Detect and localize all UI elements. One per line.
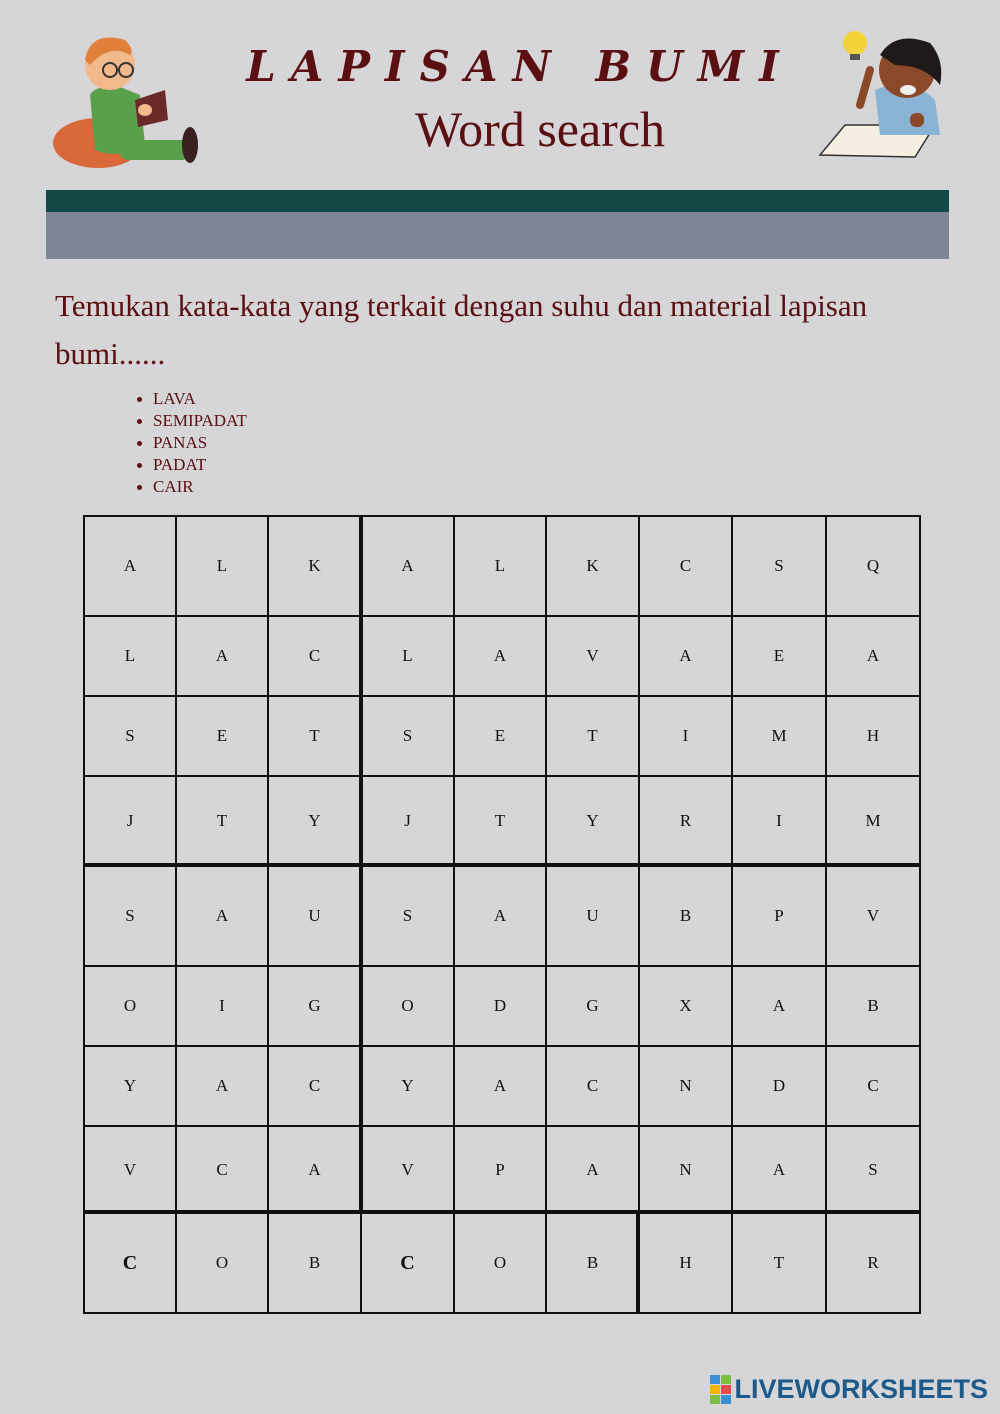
grid-cell[interactable]: A (175, 1045, 269, 1127)
header-band-grey (46, 212, 949, 259)
grid-block-divider (83, 863, 921, 867)
grid-cell[interactable]: U (267, 865, 362, 967)
grid-cell[interactable]: E (175, 695, 269, 777)
grid-cell[interactable]: T (453, 775, 547, 867)
grid-cell[interactable]: V (825, 865, 921, 967)
grid-cell[interactable]: C (825, 1045, 921, 1127)
grid-cell[interactable]: B (825, 965, 921, 1047)
grid-cell[interactable]: C (360, 1212, 455, 1314)
grid-cell[interactable]: X (638, 965, 733, 1047)
grid-cell[interactable]: M (825, 775, 921, 867)
word-list (135, 388, 247, 498)
liveworksheets-watermark (710, 1374, 988, 1404)
liveworksheets-logo-icon (710, 1375, 731, 1404)
grid-cell[interactable]: H (825, 695, 921, 777)
grid-cell[interactable]: C (267, 615, 362, 697)
grid-cell[interactable]: C (638, 515, 733, 617)
grid-cell[interactable]: L (83, 615, 177, 697)
grid-cell[interactable]: O (83, 965, 177, 1047)
grid-cell[interactable]: Y (360, 1045, 455, 1127)
grid-cell[interactable]: J (83, 775, 177, 867)
grid-cell[interactable]: A (83, 515, 177, 617)
grid-cell[interactable]: A (545, 1125, 640, 1214)
grid-cell[interactable]: E (731, 615, 827, 697)
grid-cell[interactable]: V (83, 1125, 177, 1214)
grid-cell[interactable]: U (545, 865, 640, 967)
header-band-dark (46, 190, 949, 212)
grid-cell[interactable]: H (638, 1212, 733, 1314)
grid-cell[interactable]: A (453, 865, 547, 967)
grid-cell[interactable]: S (360, 695, 455, 777)
grid-cell[interactable]: S (83, 695, 177, 777)
grid-cell[interactable]: T (731, 1212, 827, 1314)
grid-cell[interactable]: I (731, 775, 827, 867)
word-list-item: CAIR (135, 476, 247, 498)
grid-cell[interactable]: L (453, 515, 547, 617)
page-subtitle: Word search (414, 101, 666, 157)
grid-cell[interactable]: C (175, 1125, 269, 1214)
grid-cell[interactable]: O (175, 1212, 269, 1314)
boy-reading-illustration (50, 25, 205, 170)
grid-cell[interactable]: G (545, 965, 640, 1047)
grid-cell[interactable]: S (360, 865, 455, 967)
grid-cell[interactable]: Y (545, 775, 640, 867)
grid-cell[interactable]: R (638, 775, 733, 867)
grid-cell[interactable]: Y (267, 775, 362, 867)
grid-cell[interactable]: I (638, 695, 733, 777)
grid-cell[interactable]: K (267, 515, 362, 617)
watermark-text: LIVEWORKSHEETS (734, 1373, 988, 1404)
grid-cell[interactable]: B (638, 865, 733, 967)
grid-cell[interactable]: A (175, 865, 269, 967)
girl-lightbulb-illustration (815, 25, 955, 165)
grid-cell[interactable]: C (267, 1045, 362, 1127)
grid-cell[interactable]: O (453, 1212, 547, 1314)
word-search-grid (83, 515, 919, 1312)
grid-cell[interactable]: C (545, 1045, 640, 1127)
grid-cell[interactable]: A (825, 615, 921, 697)
grid-cell[interactable]: B (545, 1212, 640, 1314)
grid-cell[interactable]: V (360, 1125, 455, 1214)
grid-cell[interactable]: A (360, 515, 455, 617)
word-list-item: PADAT (135, 454, 247, 476)
grid-cell[interactable]: J (360, 775, 455, 867)
grid-cell[interactable]: N (638, 1045, 733, 1127)
word-list-item: SEMIPADAT (135, 410, 247, 432)
grid-cell[interactable]: N (638, 1125, 733, 1214)
grid-cell[interactable]: A (267, 1125, 362, 1214)
grid-cell[interactable]: Y (83, 1045, 177, 1127)
grid-cell[interactable]: M (731, 695, 827, 777)
grid-cell[interactable]: D (453, 965, 547, 1047)
grid-cell[interactable]: G (267, 965, 362, 1047)
grid-cell[interactable]: E (453, 695, 547, 777)
grid-cell[interactable]: S (83, 865, 177, 967)
grid-cell[interactable]: A (731, 1125, 827, 1214)
grid-cell[interactable]: R (825, 1212, 921, 1314)
grid-cell[interactable]: B (267, 1212, 362, 1314)
grid-cell[interactable]: S (731, 515, 827, 617)
grid-cell[interactable]: A (175, 615, 269, 697)
grid-block-divider (636, 1212, 640, 1314)
grid-block-divider (83, 1210, 921, 1214)
grid-cell[interactable]: I (175, 965, 269, 1047)
grid-cell[interactable]: K (545, 515, 640, 617)
word-list-item: LAVA (135, 388, 247, 410)
grid-cell[interactable]: Q (825, 515, 921, 617)
grid-cell[interactable]: L (175, 515, 269, 617)
grid-cell[interactable]: T (175, 775, 269, 867)
page-title: LAPISAN BUMI (246, 42, 794, 91)
grid-cell[interactable]: L (360, 615, 455, 697)
word-list-item: PANAS (135, 432, 247, 454)
instruction-text: Temukan kata-kata yang terkait dengan suhu dan material lapisan bumi...... (55, 288, 868, 371)
grid-cell[interactable]: C (83, 1212, 177, 1314)
grid-cell[interactable]: T (545, 695, 640, 777)
grid-cell[interactable]: A (638, 615, 733, 697)
grid-cell[interactable]: A (453, 615, 547, 697)
grid-cell[interactable]: T (267, 695, 362, 777)
grid-cell[interactable]: S (825, 1125, 921, 1214)
grid-cell[interactable]: P (731, 865, 827, 967)
grid-cell[interactable]: A (453, 1045, 547, 1127)
grid-cell[interactable]: D (731, 1045, 827, 1127)
grid-cell[interactable]: P (453, 1125, 547, 1214)
grid-cell[interactable]: O (360, 965, 455, 1047)
grid-cell[interactable]: A (731, 965, 827, 1047)
grid-cell[interactable]: V (545, 615, 640, 697)
